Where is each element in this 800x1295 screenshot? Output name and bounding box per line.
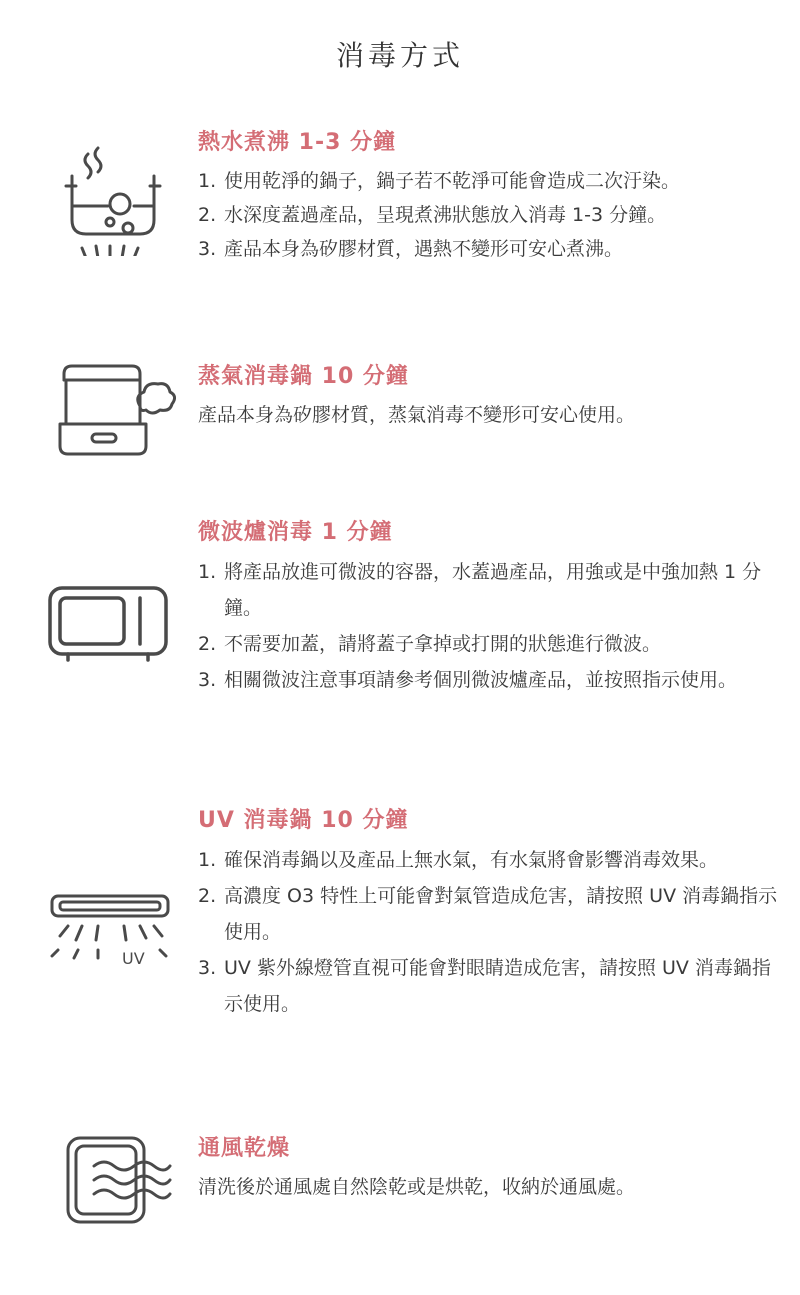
air-dry-icon: [64, 1134, 172, 1226]
list-item: 2. 水深度蓋過產品，呈現煮沸狀態放入消毒 1-3 分鐘。: [198, 204, 667, 226]
list-item: 1. 確保消毒鍋以及產品上無水氣，有水氣將會影響消毒效果。: [198, 849, 719, 871]
uv-lamp-icon: [48, 892, 172, 982]
list-item: 1. 將產品放進可微波的容器，水蓋過產品，用強或是中強加熱 1 分鐘。: [198, 561, 762, 619]
section-steam-content: [198, 362, 778, 432]
list-item: 1. 使用乾淨的鍋子，鍋子若不乾淨可能會造成二次汙染。: [198, 170, 681, 192]
list-item: 3. UV 紫外線燈管直視可能會對眼睛造成危害，請按照 UV 消毒鍋指示使用。: [198, 957, 771, 1015]
section-uv-content: [198, 806, 778, 1022]
section-boiling-content: [198, 128, 778, 266]
section-air-dry-content: [198, 1134, 778, 1204]
section-heading: 微波爐消毒 1 分鐘: [198, 520, 393, 545]
list-item: 2. 高濃度 O3 特性上可能會對氣管造成危害，請按照 UV 消毒鍋指示使用。: [198, 885, 778, 943]
page-title: 消毒方式: [335, 39, 464, 72]
section-heading: 熱水煮沸 1-3 分鐘: [198, 130, 397, 155]
section-heading: 蒸氣消毒鍋 10 分鐘: [198, 364, 409, 389]
microwave-icon: [48, 586, 170, 666]
section-microwave-content: [198, 518, 778, 698]
list-item: 3. 相關微波注意事項請參考個別微波爐產品，並按照指示使用。: [198, 669, 738, 691]
section-text: 產品本身為矽膠材質，蒸氣消毒不變形可安心使用。: [198, 404, 636, 426]
list-item: 2. 不需要加蓋，請將蓋子拿掉或打開的狀態進行微波。: [198, 633, 662, 655]
uv-label: UV: [122, 949, 145, 968]
boiling-pot-icon: [58, 146, 168, 256]
section-heading: UV 消毒鍋 10 分鐘: [198, 808, 409, 833]
steam-sterilizer-icon: [56, 362, 176, 462]
section-text: 清洗後於通風處自然陰乾或是烘乾，收納於通風處。: [198, 1176, 636, 1198]
section-heading: 通風乾燥: [198, 1136, 291, 1161]
list-item: 3. 產品本身為矽膠材質，遇熱不變形可安心煮沸。: [198, 238, 624, 260]
